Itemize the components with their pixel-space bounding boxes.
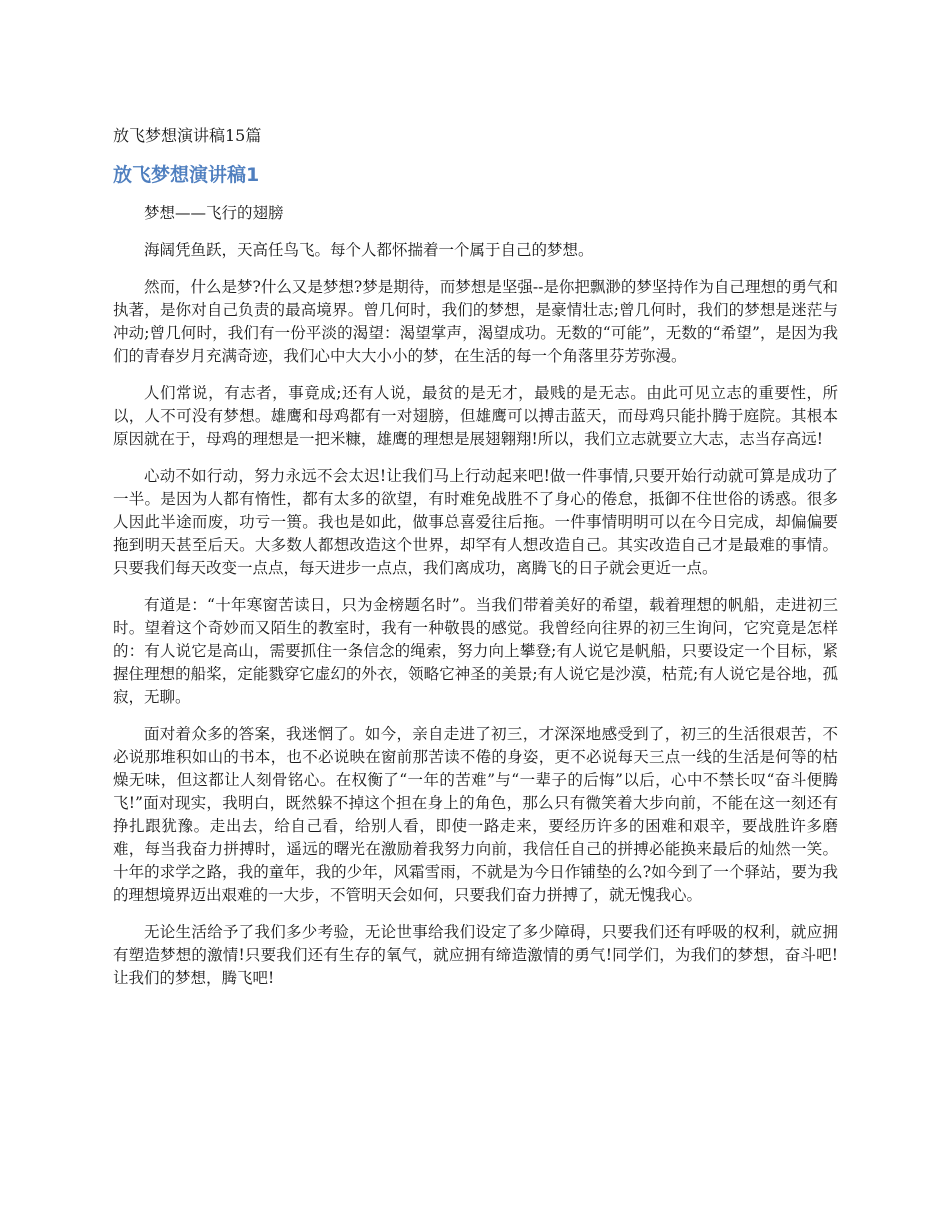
paragraph: 然而，什么是梦?什么又是梦想?梦是期待，而梦想是坚强--是你把飘渺的梦坚持作为自己理想的勇气和执著，是你对自己负责的最高境界。曾几何时，我们的梦想，是豪情壮志;曾几何时，我们的梦想是迷茫与冲动;曾几何时，我们有一份平淡的渴望：渴望掌声，渴望成功。无数的“可能”，无数的“希望”，是因为我们的青春岁月充满奇迹，我们心中大大小小的梦，在生活的每一个角落里芬芳弥漫。 <box>113 278 838 365</box>
paragraph: 面对着众多的答案，我迷惘了。如今，亲自走进了初三，才深深地感受到了，初三的生活很艰苦，不必说那堆积如山的书本，也不必说映在窗前那苦读不倦的身姿，更不必说每天三点一线的生活是何等的枯燥无味，但这都让人刻骨铭心。在权衡了“一年的苦难”与“一辈子的后悔”以后，心中不禁长叹“奋斗便腾飞!”面对现实，我明白，既然躲不掉这个担在身上的角色，那么只有微笑着大步向前，不能在这一刻还有挣扎跟犹豫。走出去，给自己看，给别人看，即使一路走来，要经历许多的困难和艰辛，要战胜许多磨难，每当我奋力拼搏时，遥远的曙光在激励着我努力向前，我信任自己的拼搏必能换来最后的灿然一笑。十年的求学之路，我的童年，我的少年，风霜雪雨，不就是为今日作铺垫的么?如今到了一个驿站，要为我的理想境界迈出艰难的一大步，不管明天会如何，只要我们奋力拼搏了，就无愧我心。 <box>113 725 838 904</box>
paragraph: 有道是：“十年寒窗苦读日，只为金榜题名时”。当我们带着美好的希望，载着理想的帆船，走进初三时。望着这个奇妙而又陌生的教室时，我有一种敬畏的感觉。我曾经向往界的初三生询问，它究竟是怎样的：有人说它是高山，需要抓住一条信念的绳索，努力向上攀登;有人说它是帆船，只要设定一个目标，紧握住理想的船桨，定能戮穿它虚幻的外衣，领略它神圣的美景;有人说它是沙漠，枯荒;有人说它是谷地，孤寂，无聊。 <box>113 596 838 706</box>
paragraph-subtitle: 梦想——飞行的翅膀 <box>144 204 284 222</box>
paragraph: 海阔凭鱼跃，天高任鸟飞。每个人都怀揣着一个属于自己的梦想。 <box>144 241 594 259</box>
paragraph: 心动不如行动，努力永远不会太迟!让我们马上行动起来吧!做一件事情,只要开始行动就可算是成功了一半。是因为人都有惰性，都有太多的欲望，有时难免战胜不了身心的倦怠，抵御不住世俗的诱惑。很多人因此半途而废，功亏一篑。我也是如此，做事总喜爱往后拖。一件事情明明可以在今日完成，却偏偏要拖到明天甚至后天。大多数人都想改造这个世界，却罕有人想改造自己。其实改造自己才是最难的事情。只要我们每天改变一点点，每天进步一点点，我们离成功，离腾飞的日子就会更近一点。 <box>113 467 838 577</box>
paragraph: 人们常说，有志者，事竟成;还有人说，最贫的是无才，最贱的是无志。由此可见立志的重要性，所以，人不可没有梦想。雄鹰和母鸡都有一对翅膀，但雄鹰可以搏击蓝天，而母鸡只能扑腾于庭院。其根本原因就在于，母鸡的理想是一把米糠，雄鹰的理想是展翅翱翔!所以，我们立志就要立大志，志当存高远! <box>113 384 838 448</box>
paragraph: 无论生活给予了我们多少考验，无论世事给我们设定了多少障碍，只要我们还有呼吸的权利，就应拥有塑造梦想的激情!只要我们还有生存的氧气，就应拥有缔造激情的勇气!同学们，为我们的梦想，奋斗吧!让我们的梦想，腾飞吧! <box>113 923 838 987</box>
document-title: 放飞梦想演讲稿15篇 <box>113 126 262 145</box>
section-heading: 放飞梦想演讲稿1 <box>113 164 260 186</box>
